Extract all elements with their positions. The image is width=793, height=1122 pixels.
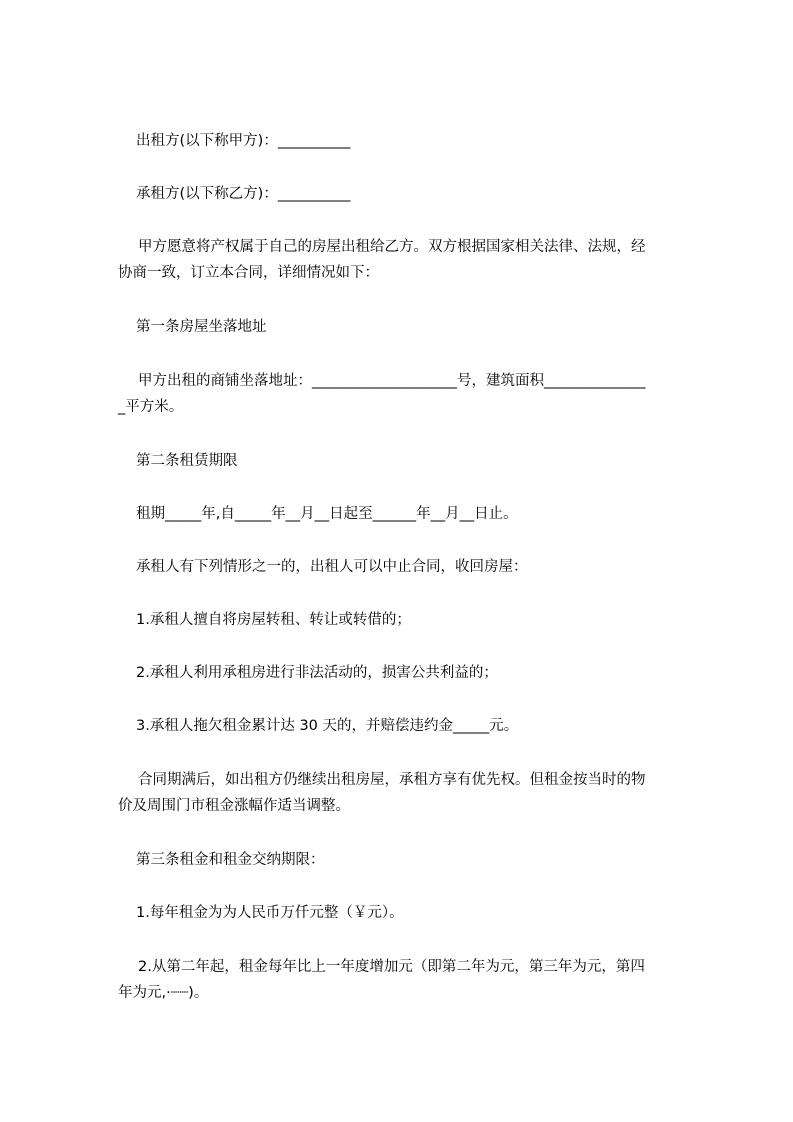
article-2-title: 第二条租赁期限	[136, 453, 238, 469]
article-1-line-2: _平方米。	[118, 399, 184, 415]
lessor-line: 出租方(以下称甲方)：__________	[136, 133, 351, 149]
termination-item-2: 2.承租人利用承租房进行非法活动的，损害公共利益的；	[136, 665, 498, 681]
rent-item-2-line-1: 2.从第二年起，租金每年比上一年度增加元（即第二年为元，第三年为元，第四	[138, 959, 645, 975]
rent-item-1: 1.每年租金为为人民币万仟元整（￥元）。	[136, 905, 404, 921]
article-3-title: 第三条租金和租金交纳期限：	[136, 852, 325, 868]
termination-item-1: 1.承租人擅自将房屋转租、转让或转借的；	[136, 612, 411, 628]
rent-item-2	[118, 954, 705, 1006]
rent-item-2-line-2: 年为元,·┈┈)。	[118, 985, 209, 1001]
intro-line-1: 甲方愿意将产权属于自己的房屋出租给乙方。双方根据国家相关法律、法规，经	[138, 239, 646, 255]
article-1-title: 第一条房屋坐落地址	[136, 319, 267, 335]
lease-term-line: 租期_____年,自_____年__月__日起至______年__月__日止。	[136, 506, 518, 522]
article-1-line-1: 甲方出租的商铺坐落地址：____________________号，建筑面积______________	[138, 373, 646, 389]
renewal-paragraph	[118, 767, 705, 819]
termination-intro: 承租人有下列情形之一的，出租人可以中止合同，收回房屋：	[136, 559, 528, 575]
renewal-line-1: 合同期满后，如出租方仍继续出租房屋，承租方享有优先权。但租金按当时的物	[138, 772, 646, 788]
renewal-line-2: 价及周围门市租金涨幅作适当调整。	[118, 798, 350, 814]
lessee-line: 承租方(以下称乙方)：__________	[136, 186, 351, 202]
intro-line-2: 协商一致，订立本合同，详细情况如下：	[118, 265, 379, 281]
article-1-paragraph	[118, 368, 705, 420]
intro-paragraph	[118, 234, 705, 286]
termination-item-3: 3.承租人拖欠租金累计达 30 天的，并赔偿违约金_____元。	[136, 718, 519, 734]
